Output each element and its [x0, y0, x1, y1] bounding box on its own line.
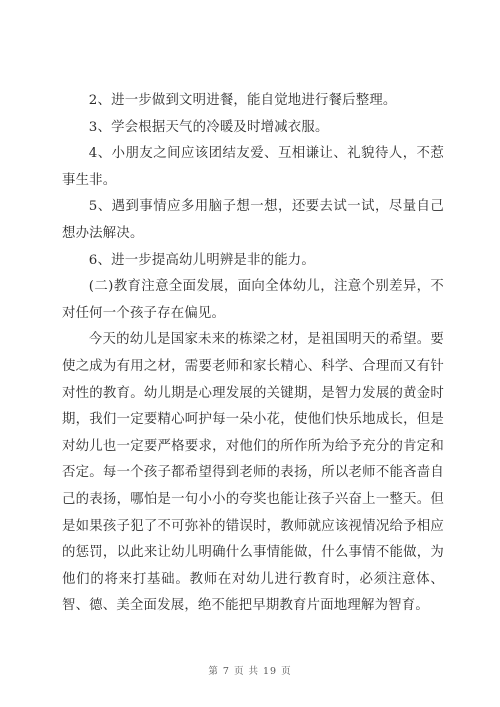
paragraph-item-5: 5、遇到事情应多用脑子想一想，还要去试一试，尽量自己想办法解决。 [62, 199, 444, 241]
page-number-footer: 第 7 页 共 19 页 [208, 666, 292, 677]
body-paragraph: 今天的幼儿是国家未来的栋梁之材，是祖国明天的希望。要使之成为有用之材，需要老师和家长精心、科学、合理而又有针对性的教育。幼儿期是心理发展的关键期，是智力发展的黄金时期，我们一定要精心呵护每一朵小花，使他们快乐地成长，但是对幼儿也一定要严格要求，对他们的所作所为给予充分的肯定和否定。每一个孩子都希望得到老师的表扬，所以老师不能吝啬自己的表扬，哪怕是一句小小的夸奖也能让孩子兴奋上一整天。但是如果孩子犯了不可弥补的错误时，教师就应该视情况给予相应的惩罚，以此来让幼儿明确什么事情能做，什么事情不能做，为他们的将来打基础。教师在对幼儿进行教育时，必须注意体、智、德、美全面发展，绝不能把早期教育片面地理解为智育。 [62, 332, 444, 614]
paragraph-item-3: 3、学会根据天气的冷暖及时增减衣服。 [88, 119, 329, 135]
paragraph-item-6: 6、进一步提高幼儿明辨是非的能力。 [88, 252, 315, 268]
document-body [62, 88, 444, 620]
paragraph-item-2: 2、进一步做到文明进餐，能自觉地进行餐后整理。 [88, 93, 397, 108]
paragraph-item-4: 4、小朋友之间应该团结友爱、互相谦让、礼貌待人，不惹事生非。 [62, 146, 444, 188]
section-heading-two: (二)教育注意全面发展，面向全体幼儿，注意个别差异，不对任何一个孩子存在偏见。 [62, 279, 444, 321]
